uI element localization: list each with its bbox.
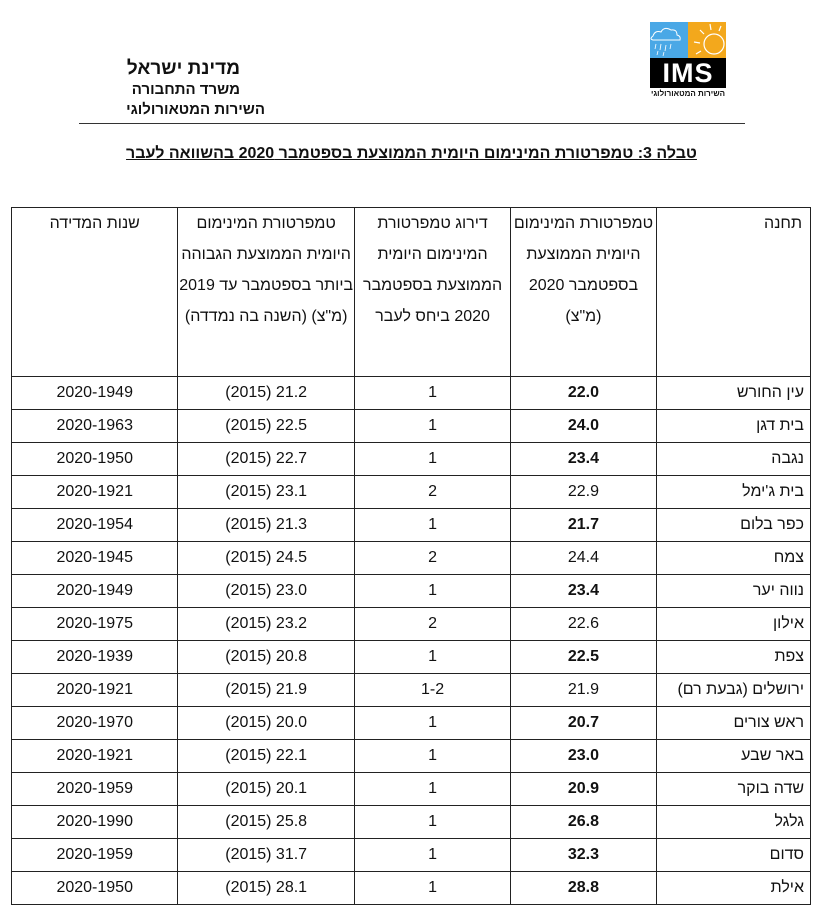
col-header-years: שנות המדידה [12,208,178,377]
table-title-text: טבלה 3: טמפרטורת המינימום היומית הממוצעת בספטמבר 2020 בהשוואה לעבר [126,145,697,162]
temperature-table [11,207,811,905]
table-row [12,806,811,839]
years-cell: 2020-1950 [12,443,178,476]
temp-2020-cell: 21.9 [511,674,656,707]
temp-2020-cell: 23.4 [511,443,656,476]
col-header-temp-2020: טמפרטורת המינימום היומית הממוצעת בספטמבר 2020 (מ"צ) [511,208,656,377]
table-row [12,476,811,509]
record-cell: (2015) 20.1 [178,773,354,806]
col-header-station: תחנה [656,208,810,377]
station-cell: אילון [656,608,810,641]
header-divider [79,123,745,124]
rank-cell: 1 [354,509,510,542]
temp-2020-cell: 20.7 [511,707,656,740]
service-name: השירות המטאורולוגי [126,101,265,118]
temp-2020-cell: 23.0 [511,740,656,773]
record-cell: (2015) 23.2 [178,608,354,641]
table-row [12,443,811,476]
table-row [12,872,811,905]
rank-cell: 1 [354,377,510,410]
logo-text: IMS [650,58,726,88]
years-cell: 2020-1970 [12,707,178,740]
record-cell: (2015) 21.3 [178,509,354,542]
rank-cell: 1 [354,410,510,443]
table-row [12,707,811,740]
rank-cell: 2 [354,476,510,509]
table-title [0,145,823,163]
station-cell: ירושלים (גבעת רם) [656,674,810,707]
rank-cell: 1 [354,740,510,773]
record-cell: (2015) 22.5 [178,410,354,443]
rank-cell: 1-2 [354,674,510,707]
table-row [12,509,811,542]
station-cell: נווה יער [656,575,810,608]
years-cell: 2020-1954 [12,509,178,542]
temp-2020-cell: 26.8 [511,806,656,839]
record-cell: (2015) 23.0 [178,575,354,608]
record-cell: (2015) 31.7 [178,839,354,872]
record-cell: (2015) 23.1 [178,476,354,509]
station-cell: ראש צורים [656,707,810,740]
years-cell: 2020-1950 [12,872,178,905]
years-cell: 2020-1959 [12,773,178,806]
rank-cell: 1 [354,641,510,674]
col-header-rank: דירוג טמפרטורת המינימום היומית הממוצעת בספטמבר 2020 ביחס לעבר [354,208,510,377]
ims-logo [650,22,726,99]
years-cell: 2020-1939 [12,641,178,674]
temp-2020-cell: 32.3 [511,839,656,872]
station-cell: עין החורש [656,377,810,410]
table-row [12,608,811,641]
organization-header [95,58,265,120]
years-cell: 2020-1949 [12,377,178,410]
table-row [12,410,811,443]
record-cell: (2015) 28.1 [178,872,354,905]
rank-cell: 1 [354,575,510,608]
record-cell: (2015) 22.1 [178,740,354,773]
years-cell: 2020-1963 [12,410,178,443]
table-row [12,641,811,674]
station-cell: צפת [656,641,810,674]
ministry-name: משרד התחבורה [131,81,240,98]
rank-cell: 2 [354,608,510,641]
station-cell: כפר בלום [656,509,810,542]
rank-cell: 1 [354,443,510,476]
rank-cell: 1 [354,872,510,905]
record-cell: (2015) 20.8 [178,641,354,674]
record-cell: (2015) 21.2 [178,377,354,410]
table-row [12,377,811,410]
years-cell: 2020-1990 [12,806,178,839]
years-cell: 2020-1949 [12,575,178,608]
state-name: מדינת ישראל [126,58,240,79]
rank-cell: 1 [354,773,510,806]
temp-2020-cell: 24.0 [511,410,656,443]
years-cell: 2020-1921 [12,674,178,707]
temp-2020-cell: 20.9 [511,773,656,806]
logo-subtitle: השירות המטאורולוגי [650,89,726,98]
col-header-record: טמפרטורת המינימום היומית הממוצעת הגבוהה ביותר בספטמבר עד 2019 (מ"צ) (השנה בה נמדדה) [178,208,354,377]
record-cell: (2015) 20.0 [178,707,354,740]
table-row [12,542,811,575]
table-row [12,674,811,707]
station-cell: בית ג'ימל [656,476,810,509]
station-cell: סדום [656,839,810,872]
rank-cell: 2 [354,542,510,575]
rank-cell: 1 [354,806,510,839]
table-row [12,839,811,872]
temp-2020-cell: 22.9 [511,476,656,509]
table-header-row [12,208,811,377]
rank-cell: 1 [354,839,510,872]
years-cell: 2020-1921 [12,740,178,773]
table-row [12,575,811,608]
station-cell: גלגל [656,806,810,839]
record-cell: (2015) 22.7 [178,443,354,476]
station-cell: אילת [656,872,810,905]
station-cell: שדה בוקר [656,773,810,806]
temp-2020-cell: 22.6 [511,608,656,641]
table-row [12,773,811,806]
temp-2020-cell: 22.0 [511,377,656,410]
temp-2020-cell: 24.4 [511,542,656,575]
station-cell: נגבה [656,443,810,476]
table-row [12,740,811,773]
sun-icon [688,22,726,58]
cloud-rain-icon [650,22,688,58]
temp-2020-cell: 28.8 [511,872,656,905]
years-cell: 2020-1959 [12,839,178,872]
years-cell: 2020-1975 [12,608,178,641]
rank-cell: 1 [354,707,510,740]
temp-2020-cell: 22.5 [511,641,656,674]
station-cell: צמח [656,542,810,575]
record-cell: (2015) 21.9 [178,674,354,707]
temp-2020-cell: 21.7 [511,509,656,542]
temp-2020-cell: 23.4 [511,575,656,608]
record-cell: (2015) 24.5 [178,542,354,575]
years-cell: 2020-1945 [12,542,178,575]
years-cell: 2020-1921 [12,476,178,509]
record-cell: (2015) 25.8 [178,806,354,839]
station-cell: באר שבע [656,740,810,773]
station-cell: בית דגן [656,410,810,443]
